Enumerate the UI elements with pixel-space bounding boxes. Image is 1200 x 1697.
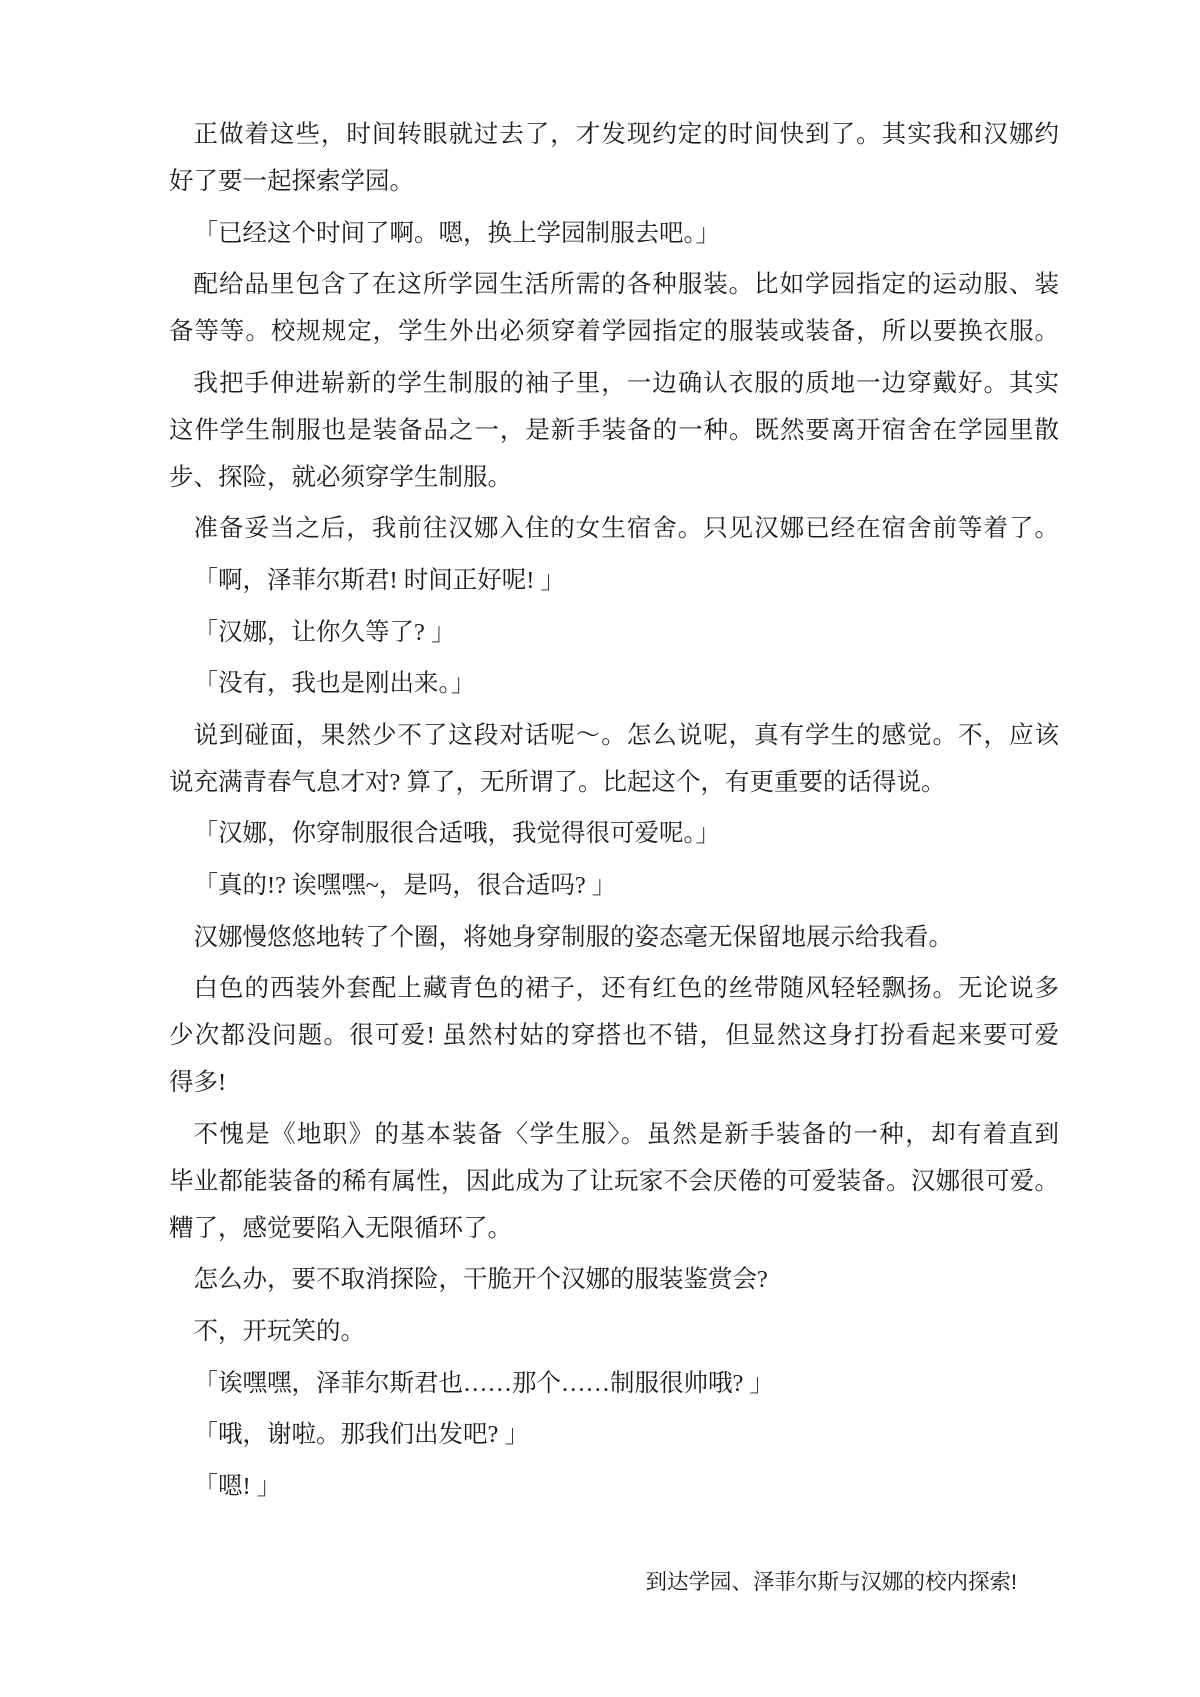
dialogue-paragraph [169,1463,1059,1510]
text-line: 说充满青春气息才对? 算了，无所谓了。比起这个，有更重要的话得说。 [169,768,946,796]
text-line: 正做着这些，时间转眼就过去了，才发现约定的时间快到了。其实我和汉娜约 [193,121,1059,148]
dialogue-paragraph [169,1360,1059,1407]
text-line: 「哦，谢啦。那我们出发吧? 」 [193,1421,529,1449]
text-line: 步、探险，就必须穿学生制服。 [169,463,512,491]
narration-paragraph [169,505,1059,552]
text-line: 怎么办，要不取消探险，干脆开个汉娜的服装鉴赏会? [193,1266,768,1294]
text-line: 「没有，我也是刚出来。」 [193,670,476,698]
dialogue-paragraph [169,862,1059,909]
text-line: 我把手伸进崭新的学生制服的袖子里，一边确认衣服的质地一边穿戴好。其实 [193,369,1059,397]
text-column [169,111,1059,1606]
text-line: 准备妥当之后，我前往汉娜入住的女生宿舍。只见汉娜已经在宿舍前等着了。 [193,515,1059,543]
narration-paragraph [169,1256,1059,1303]
dialogue-paragraph [169,1411,1059,1458]
narration-paragraph [169,965,1059,1106]
text-line: 少次都没问题。很可爱! 虽然村姑的穿搭也不错，但显然这身打扮看起来要可爱 [169,1022,1059,1050]
text-line: 「已经这个时间了啊。嗯，换上学园制服去吧。」 [193,219,721,247]
text-line: 说到碰面，果然少不了这段对话呢～。怎么说呢，真有学生的感觉。不，应该 [193,721,1059,749]
dialogue-paragraph [169,210,1059,257]
narration-paragraph [169,261,1059,355]
narration-paragraph [169,914,1059,961]
dialogue-paragraph [169,810,1059,857]
narration-paragraph [169,360,1059,501]
narration-paragraph [169,1111,1059,1252]
footer-note: 到达学园、泽菲尔斯与汉娜的校内探索! [645,1569,1017,1594]
text-line: 「嗯! 」 [193,1472,282,1500]
text-line: 「诶嘿嘿，泽菲尔斯君也……那个……制服很帅哦? 」 [193,1369,774,1397]
text-line: 「啊，泽菲尔斯君! 时间正好呢! 」 [193,566,566,594]
text-line: 糟了，感觉要陷入无限循环了。 [169,1214,512,1242]
text-line: 配给品里包含了在这所学园生活所需的各种服装。比如学园指定的运动服、装 [193,271,1059,299]
text-line: 汉娜慢悠悠地转了个圈，将她身穿制服的姿态毫无保留地展示给我看。 [193,923,953,951]
text-line: 这件学生制服也是装备品之一，是新手装备的一种。既然要离开宿舍在学园里散 [169,416,1059,444]
text-line: 好了要一起探索学园。 [169,168,414,195]
narration-paragraph [169,111,1059,205]
dialogue-paragraph [169,609,1059,656]
dialogue-paragraph [169,557,1059,604]
text-line: 得多! [169,1069,227,1097]
text-line: 毕业都能装备的稀有属性，因此成为了让玩家不会厌倦的可爱装备。汉娜很可爱。 [169,1167,1059,1195]
text-line: 不，开玩笑的。 [193,1317,365,1345]
text-line: 不愧是《地职》的基本装备〈学生服〉。虽然是新手装备的一种，却有着直到 [193,1120,1059,1148]
dialogue-paragraph [169,660,1059,707]
text-line: 备等等。校规规定，学生外出必须穿着学园指定的服装或装备，所以要换衣服。 [169,318,1059,346]
text-line: 「汉娜，让你久等了? 」 [193,618,456,646]
narration-paragraph [169,1308,1059,1355]
text-line: 白色的西装外套配上藏青色的裙子，还有红色的丝带随风轻轻飘扬。无论说多 [193,975,1059,1003]
text-line: 「真的!? 诶嘿嘿~，是吗，很合适吗? 」 [193,871,617,899]
text-line: 「汉娜，你穿制服很合适哦，我觉得很可爱呢。」 [193,820,721,848]
narration-paragraph [169,712,1059,806]
